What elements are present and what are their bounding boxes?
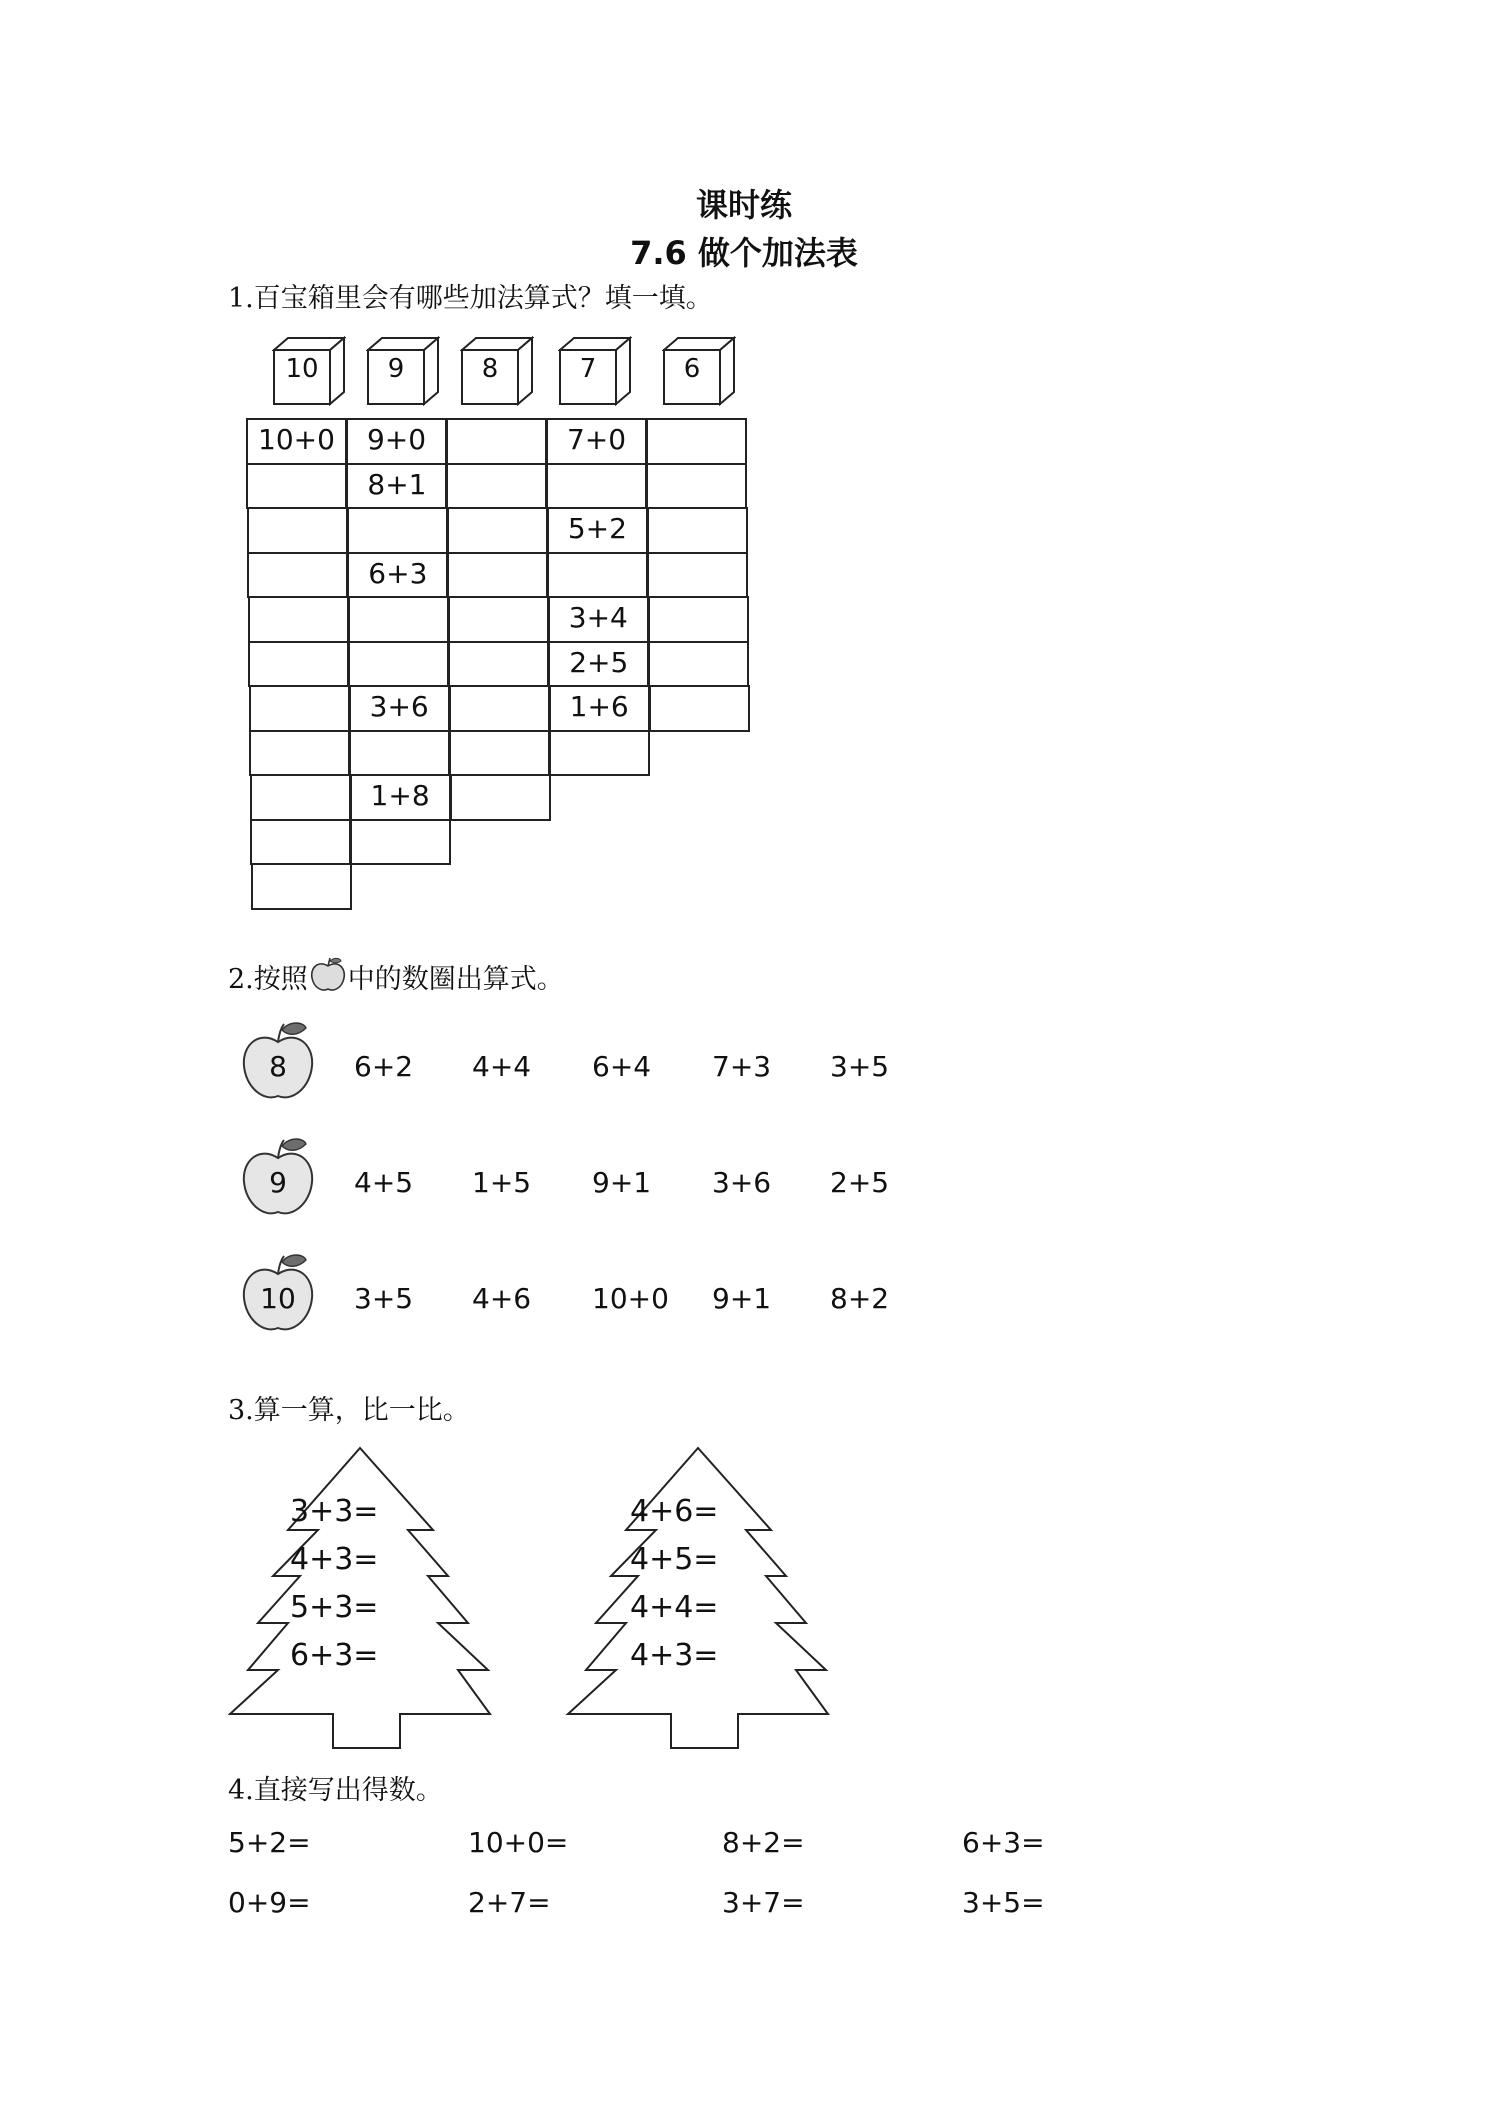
table-cell: 3+4 [548,596,649,643]
number-cube [558,336,630,406]
table-cell[interactable] [248,641,349,688]
number-cube [272,336,344,406]
table-cell[interactable] [547,552,648,599]
table-cell[interactable] [449,685,550,732]
calc-equation: 5+2= [228,1826,311,1859]
table-cell[interactable] [649,685,750,732]
addition-expression[interactable]: 4+5 [354,1166,414,1199]
number-cube [662,336,734,406]
table-cell[interactable] [347,507,448,554]
table-cell[interactable] [348,641,449,688]
calc-equation: 8+2= [722,1826,805,1859]
table-cell[interactable] [546,463,647,510]
tree-equation: 6+3= [290,1638,379,1673]
table-cell: 8+1 [346,463,447,510]
apple-number: 9 [269,1166,287,1199]
table-cell[interactable] [647,552,748,599]
apple-number-icon [238,1020,324,1106]
table-cell[interactable] [246,463,347,510]
addition-expression[interactable]: 10+0 [592,1282,669,1315]
addition-expression[interactable]: 3+5 [830,1050,890,1083]
calc-equation: 3+5= [962,1886,1045,1919]
question-2-prompt-start: 2.按照 [228,964,308,995]
table-cell[interactable] [248,596,349,643]
addition-expression[interactable]: 4+6 [472,1282,532,1315]
question-4-prompt: 4.直接写出得数。 [228,1775,443,1806]
apple-number: 10 [260,1282,296,1315]
table-cell: 9+0 [346,418,447,465]
tree-equation: 3+3= [290,1494,379,1529]
table-cell[interactable] [447,552,548,599]
apple-icon [308,956,348,990]
cube-number: 9 [387,354,405,384]
calc-equation: 6+3= [962,1826,1045,1859]
table-cell: 7+0 [546,418,647,465]
table-cell: 2+5 [548,641,649,688]
table-cell[interactable] [647,507,748,554]
addition-expression[interactable]: 9+1 [712,1282,772,1315]
table-cell[interactable] [247,507,348,554]
addition-expression[interactable]: 6+2 [354,1050,414,1083]
calc-equation: 10+0= [468,1826,569,1859]
calc-equation: 3+7= [722,1886,805,1919]
table-cell[interactable] [450,774,551,821]
addition-expression[interactable]: 4+4 [472,1050,532,1083]
table-cell[interactable] [549,730,650,777]
table-cell: 10+0 [246,418,347,465]
table-cell[interactable] [250,819,351,866]
cube-number: 6 [683,354,701,384]
addition-expression[interactable]: 3+5 [354,1282,414,1315]
tree-equation: 4+4= [630,1590,719,1625]
table-cell: 1+8 [350,774,451,821]
table-cell: 1+6 [549,685,650,732]
table-cell[interactable] [646,463,747,510]
table-cell[interactable] [448,641,549,688]
question-1-prompt: 1.百宝箱里会有哪些加法算式？填一填。 [228,283,713,314]
cube-number: 7 [579,354,597,384]
page-title: 课时练 [695,186,792,224]
number-cube [366,336,438,406]
number-cube [460,336,532,406]
table-cell[interactable] [449,730,550,777]
table-cell[interactable] [648,641,749,688]
table-cell[interactable] [251,863,352,910]
calc-equation: 0+9= [228,1886,311,1919]
question-2-prompt [228,956,564,996]
table-cell[interactable] [247,552,348,599]
table-cell[interactable] [249,730,350,777]
apple-number-icon [238,1136,324,1222]
apple-number: 8 [269,1050,287,1083]
table-cell[interactable] [249,685,350,732]
question-2-prompt-end: 中的数圈出算式。 [347,964,564,995]
addition-expression[interactable]: 9+1 [592,1166,652,1199]
tree-equation: 4+3= [290,1542,379,1577]
table-cell[interactable] [648,596,749,643]
addition-expression[interactable]: 2+5 [830,1166,890,1199]
cube-number: 8 [481,354,499,384]
question-3-prompt: 3.算一算，比一比。 [228,1395,470,1426]
table-cell: 5+2 [547,507,648,554]
table-cell[interactable] [348,596,449,643]
tree-equation: 4+6= [630,1494,719,1529]
addition-expression[interactable]: 7+3 [712,1050,772,1083]
tree-equation: 4+3= [630,1638,719,1673]
apple-number-icon [238,1252,324,1338]
table-cell: 6+3 [347,552,448,599]
table-cell[interactable] [350,819,451,866]
addition-expression[interactable]: 3+6 [712,1166,772,1199]
table-cell[interactable] [446,463,547,510]
tree-equation: 4+5= [630,1542,719,1577]
table-cell: 3+6 [349,685,450,732]
table-cell[interactable] [448,596,549,643]
table-cell[interactable] [349,730,450,777]
lesson-subtitle: 7.6 做个加法表 [630,234,858,272]
table-cell[interactable] [447,507,548,554]
cube-number: 10 [285,354,319,384]
table-cell[interactable] [250,774,351,821]
addition-expression[interactable]: 8+2 [830,1282,890,1315]
table-cell[interactable] [646,418,747,465]
calc-equation: 2+7= [468,1886,551,1919]
tree-equation: 5+3= [290,1590,379,1625]
addition-expression[interactable]: 1+5 [472,1166,532,1199]
addition-expression[interactable]: 6+4 [592,1050,652,1083]
table-cell[interactable] [446,418,547,465]
